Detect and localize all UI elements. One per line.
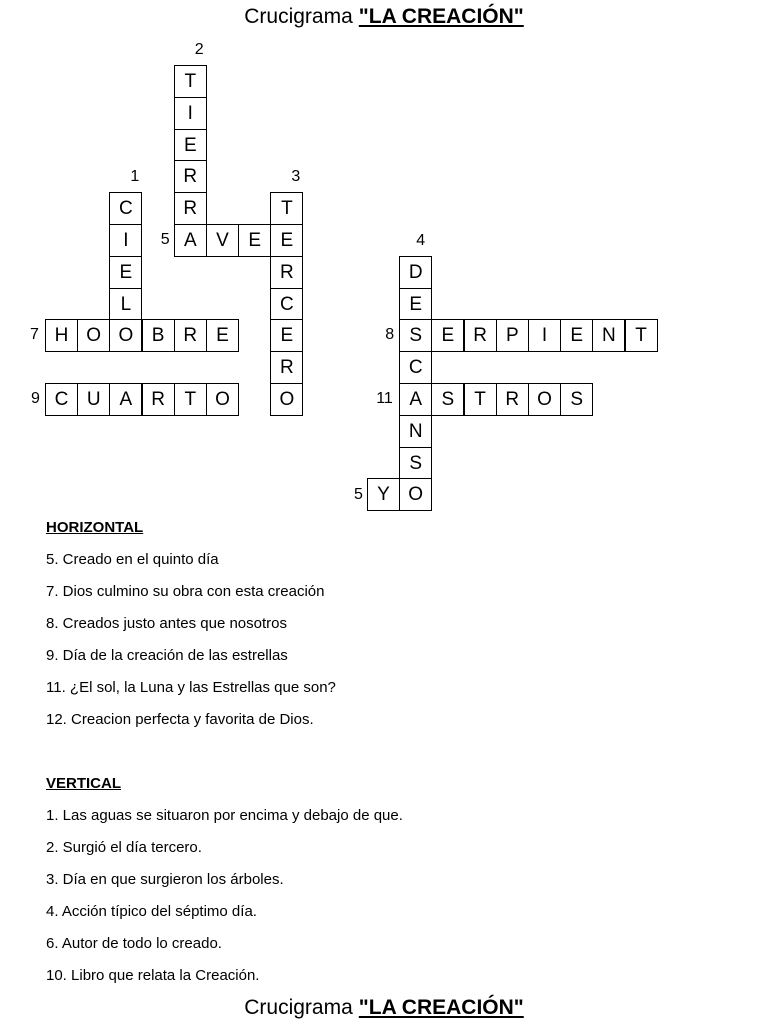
crossword-cell: O (270, 383, 303, 416)
clue-number: 7 (30, 326, 39, 344)
clue-item: 2. Surgió el día tercero. (46, 839, 202, 856)
clue-item: 10. Libro que relata la Creación. (46, 967, 260, 984)
clue-number: 3 (291, 168, 301, 186)
clue-number: 9 (31, 390, 40, 407)
title-name: "LA CREACIÓN" (358, 5, 524, 28)
crossword-cell: E (431, 319, 464, 352)
crossword-cell: O (109, 319, 142, 352)
crossword-cell: A (399, 383, 432, 416)
clue-number: 8 (385, 326, 395, 344)
crossword-cell: N (399, 415, 432, 448)
crossword-cell: E (560, 319, 593, 352)
crossword-cell: Y (367, 478, 400, 511)
clue-item: 12. Creacion perfecta y favorita de Dios. (46, 711, 314, 728)
title-prefix: Crucigrama (244, 5, 353, 28)
crossword-cell: T (625, 319, 658, 352)
clue-number: 2 (194, 41, 204, 58)
horizontal-clues (46, 518, 336, 730)
crossword-cell: I (174, 97, 207, 130)
crossword-cell: P (496, 319, 529, 352)
page-title-footer (0, 996, 768, 1020)
crossword-cell: R (464, 319, 497, 352)
crossword-cell: R (174, 192, 207, 225)
crossword-cell: R (174, 160, 207, 193)
crossword-cell: R (270, 256, 303, 289)
crossword-cell: C (45, 383, 78, 416)
crossword-cell: E (270, 224, 303, 257)
crossword-cell: S (560, 383, 593, 416)
crossword-cell: O (528, 383, 561, 416)
horizontal-heading: HORIZONTAL (46, 519, 144, 536)
clue-number: 11 (376, 390, 393, 407)
title-name: "LA CREACIÓN" (358, 996, 524, 1019)
crossword-cell: S (431, 383, 464, 416)
crossword-cell: E (109, 256, 142, 289)
crossword-cell: C (270, 288, 303, 321)
vertical-clues (46, 774, 403, 986)
crossword-cell: R (270, 351, 303, 384)
crossword-cell: E (174, 129, 207, 162)
crossword-cell: T (174, 383, 207, 416)
crossword-cell: A (174, 224, 207, 257)
vertical-heading: VERTICAL (46, 775, 121, 792)
title-prefix: Crucigrama (244, 996, 353, 1019)
crossword-cell: C (399, 351, 432, 384)
crossword-cell: R (496, 383, 529, 416)
crossword-cell: R (142, 383, 175, 416)
crossword-cell: T (270, 192, 303, 225)
crossword-cell: D (399, 256, 432, 289)
crossword-cell: E (270, 319, 303, 352)
crossword-cell: O (399, 478, 432, 511)
clue-item: 5. Creado en el quinto día (46, 551, 219, 568)
clue-item: 9. Día de la creación de las estrellas (46, 647, 288, 664)
clue-item: 11. ¿El sol, la Luna y las Estrellas que son? (46, 679, 336, 696)
clue-item: 3. Día en que surgieron los árboles. (46, 871, 284, 888)
crossword-cell: L (109, 288, 142, 321)
crossword-cell: H (45, 319, 78, 352)
crossword-cell: O (77, 319, 110, 352)
clue-item: 1. Las aguas se situaron por encima y debajo de que. (46, 807, 403, 824)
clue-item: 4. Acción típico del séptimo día. (46, 903, 257, 920)
crossword-cell: N (592, 319, 625, 352)
clue-number: 4 (416, 231, 426, 249)
crossword-cell: A (109, 383, 142, 416)
clue-number: 1 (130, 168, 140, 186)
crossword-cell: O (206, 383, 239, 416)
crossword-cell: E (206, 319, 239, 352)
clue-item: 6. Autor de todo lo creado. (46, 935, 222, 952)
clue-item: 8. Creados justo antes que nosotros (46, 615, 287, 632)
crossword-cell: V (206, 224, 239, 257)
crossword-cell: S (399, 447, 432, 480)
crossword-cell: T (464, 383, 497, 416)
crossword-cell: E (399, 288, 432, 321)
crossword-cell: U (77, 383, 110, 416)
crossword-cell: R (174, 319, 207, 352)
crossword-cell: S (399, 319, 432, 352)
crossword-cell: I (109, 224, 142, 257)
crossword-cell: E (238, 224, 271, 257)
clue-number: 5 (354, 486, 363, 504)
crossword-cell: C (109, 192, 142, 225)
crossword-cell: I (528, 319, 561, 352)
clue-item: 7. Dios culmino su obra con esta creación (46, 583, 325, 600)
clue-number: 5 (160, 231, 170, 248)
crossword-cell: T (174, 65, 207, 98)
crossword-cell: B (142, 319, 175, 352)
